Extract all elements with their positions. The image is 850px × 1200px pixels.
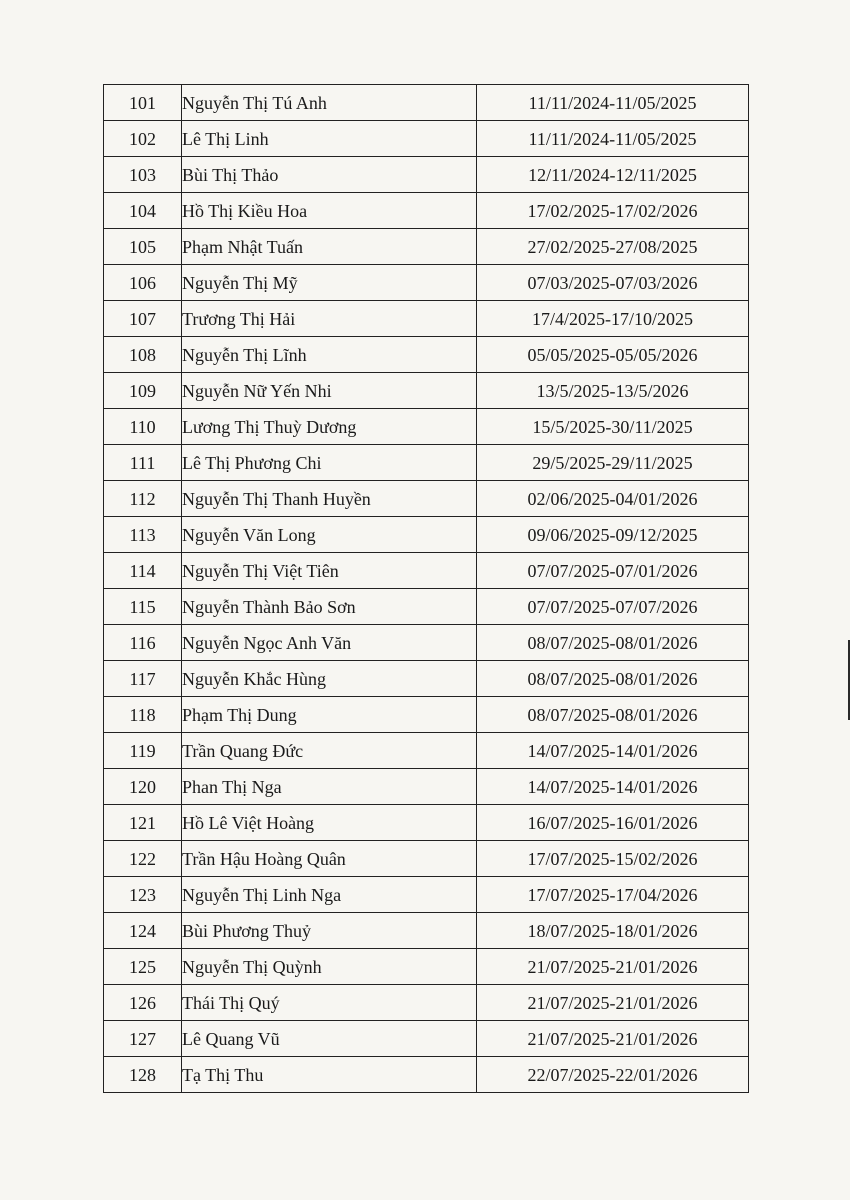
- date-range-cell: 17/07/2025-15/02/2026: [477, 841, 749, 877]
- date-range-cell: 08/07/2025-08/01/2026: [477, 625, 749, 661]
- table-row: [104, 193, 749, 229]
- row-number-cell: 128: [104, 1057, 182, 1093]
- employee-name-cell: Lê Thị Linh: [182, 121, 477, 157]
- date-range-cell: 14/07/2025-14/01/2026: [477, 769, 749, 805]
- table-row: [104, 265, 749, 301]
- row-number-cell: 115: [104, 589, 182, 625]
- employee-name-cell: Hồ Lê Việt Hoàng: [182, 805, 477, 841]
- row-number-cell: 114: [104, 553, 182, 589]
- row-number-cell: 110: [104, 409, 182, 445]
- table-row: [104, 661, 749, 697]
- date-range-cell: 07/03/2025-07/03/2026: [477, 265, 749, 301]
- employee-name-cell: Lê Quang Vũ: [182, 1021, 477, 1057]
- row-number-cell: 108: [104, 337, 182, 373]
- date-range-cell: 11/11/2024-11/05/2025: [477, 121, 749, 157]
- employee-name-cell: Nguyễn Thị Việt Tiên: [182, 553, 477, 589]
- date-range-cell: 21/07/2025-21/01/2026: [477, 1021, 749, 1057]
- employee-name-cell: Phạm Thị Dung: [182, 697, 477, 733]
- table-row: [104, 769, 749, 805]
- employee-name-cell: Trần Hậu Hoàng Quân: [182, 841, 477, 877]
- row-number-cell: 106: [104, 265, 182, 301]
- table-row: [104, 805, 749, 841]
- table-row: [104, 517, 749, 553]
- employee-name-cell: Nguyễn Khắc Hùng: [182, 661, 477, 697]
- row-number-cell: 111: [104, 445, 182, 481]
- employee-name-cell: Lê Thị Phương Chi: [182, 445, 477, 481]
- employee-name-cell: Lương Thị Thuỳ Dương: [182, 409, 477, 445]
- table-row: [104, 553, 749, 589]
- row-number-cell: 112: [104, 481, 182, 517]
- table-row: [104, 1021, 749, 1057]
- date-range-cell: 11/11/2024-11/05/2025: [477, 85, 749, 121]
- date-range-cell: 21/07/2025-21/01/2026: [477, 949, 749, 985]
- date-range-cell: 17/4/2025-17/10/2025: [477, 301, 749, 337]
- row-number-cell: 102: [104, 121, 182, 157]
- table-row: [104, 1057, 749, 1093]
- employee-name-cell: Nguyễn Văn Long: [182, 517, 477, 553]
- employee-name-cell: Nguyễn Thị Lĩnh: [182, 337, 477, 373]
- row-number-cell: 124: [104, 913, 182, 949]
- table-row: [104, 157, 749, 193]
- table-row: [104, 445, 749, 481]
- employee-name-cell: Nguyễn Thị Quỳnh: [182, 949, 477, 985]
- employee-name-cell: Phạm Nhật Tuấn: [182, 229, 477, 265]
- row-number-cell: 101: [104, 85, 182, 121]
- employee-name-cell: Thái Thị Quý: [182, 985, 477, 1021]
- table-row: [104, 481, 749, 517]
- table-row: [104, 877, 749, 913]
- row-number-cell: 119: [104, 733, 182, 769]
- row-number-cell: 105: [104, 229, 182, 265]
- date-range-cell: 07/07/2025-07/07/2026: [477, 589, 749, 625]
- date-range-cell: 12/11/2024-12/11/2025: [477, 157, 749, 193]
- row-number-cell: 103: [104, 157, 182, 193]
- row-number-cell: 122: [104, 841, 182, 877]
- employee-name-cell: Bùi Thị Thảo: [182, 157, 477, 193]
- date-range-cell: 08/07/2025-08/01/2026: [477, 697, 749, 733]
- employee-name-cell: Nguyễn Thành Bảo Sơn: [182, 589, 477, 625]
- employee-name-cell: Nguyễn Ngọc Anh Văn: [182, 625, 477, 661]
- table-row: [104, 841, 749, 877]
- row-number-cell: 117: [104, 661, 182, 697]
- table-row: [104, 229, 749, 265]
- date-range-cell: 22/07/2025-22/01/2026: [477, 1057, 749, 1093]
- table-row: [104, 301, 749, 337]
- table-row: [104, 697, 749, 733]
- table-row: [104, 121, 749, 157]
- date-range-cell: 21/07/2025-21/01/2026: [477, 985, 749, 1021]
- row-number-cell: 107: [104, 301, 182, 337]
- date-range-cell: 02/06/2025-04/01/2026: [477, 481, 749, 517]
- table-row: [104, 337, 749, 373]
- row-number-cell: 127: [104, 1021, 182, 1057]
- employee-name-cell: Nguyễn Thị Mỹ: [182, 265, 477, 301]
- date-range-cell: 08/07/2025-08/01/2026: [477, 661, 749, 697]
- table-row: [104, 733, 749, 769]
- employee-name-cell: Trương Thị Hải: [182, 301, 477, 337]
- date-range-cell: 17/07/2025-17/04/2026: [477, 877, 749, 913]
- date-range-cell: 05/05/2025-05/05/2026: [477, 337, 749, 373]
- date-range-cell: 17/02/2025-17/02/2026: [477, 193, 749, 229]
- row-number-cell: 118: [104, 697, 182, 733]
- employee-name-cell: Trần Quang Đức: [182, 733, 477, 769]
- date-range-cell: 13/5/2025-13/5/2026: [477, 373, 749, 409]
- row-number-cell: 113: [104, 517, 182, 553]
- row-number-cell: 121: [104, 805, 182, 841]
- employee-name-cell: Hồ Thị Kiều Hoa: [182, 193, 477, 229]
- date-range-cell: 27/02/2025-27/08/2025: [477, 229, 749, 265]
- table-row: [104, 409, 749, 445]
- row-number-cell: 109: [104, 373, 182, 409]
- date-range-cell: 14/07/2025-14/01/2026: [477, 733, 749, 769]
- row-number-cell: 120: [104, 769, 182, 805]
- employee-name-cell: Nguyễn Thị Linh Nga: [182, 877, 477, 913]
- roster-table: [103, 84, 749, 1093]
- row-number-cell: 104: [104, 193, 182, 229]
- row-number-cell: 116: [104, 625, 182, 661]
- table-row: [104, 949, 749, 985]
- table-row: [104, 625, 749, 661]
- employee-name-cell: Phan Thị Nga: [182, 769, 477, 805]
- table-row: [104, 85, 749, 121]
- roster-table-body: [104, 85, 749, 1093]
- date-range-cell: 07/07/2025-07/01/2026: [477, 553, 749, 589]
- employee-name-cell: Bùi Phương Thuỷ: [182, 913, 477, 949]
- date-range-cell: 09/06/2025-09/12/2025: [477, 517, 749, 553]
- date-range-cell: 15/5/2025-30/11/2025: [477, 409, 749, 445]
- employee-name-cell: Tạ Thị Thu: [182, 1057, 477, 1093]
- date-range-cell: 18/07/2025-18/01/2026: [477, 913, 749, 949]
- employee-name-cell: Nguyễn Thị Thanh Huyền: [182, 481, 477, 517]
- date-range-cell: 29/5/2025-29/11/2025: [477, 445, 749, 481]
- table-row: [104, 913, 749, 949]
- table-row: [104, 985, 749, 1021]
- employee-name-cell: Nguyễn Thị Tú Anh: [182, 85, 477, 121]
- employee-name-cell: Nguyễn Nữ Yến Nhi: [182, 373, 477, 409]
- table-row: [104, 589, 749, 625]
- date-range-cell: 16/07/2025-16/01/2026: [477, 805, 749, 841]
- row-number-cell: 126: [104, 985, 182, 1021]
- table-row: [104, 373, 749, 409]
- row-number-cell: 123: [104, 877, 182, 913]
- row-number-cell: 125: [104, 949, 182, 985]
